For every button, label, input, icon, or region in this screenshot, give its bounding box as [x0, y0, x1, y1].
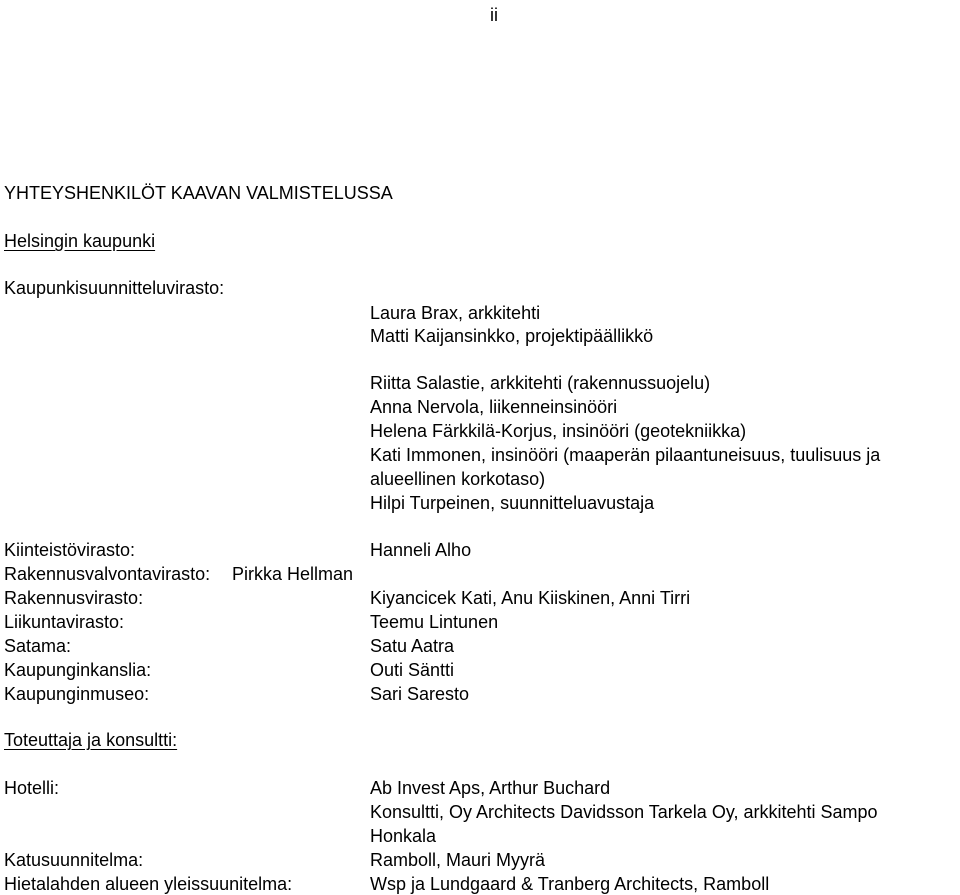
office-label: Kiinteistövirasto: — [4, 540, 136, 560]
office-label: Rakennusvalvontavirasto: — [4, 564, 211, 584]
office-contact: Kiyancicek Kati, Anu Kiiskinen, Anni Tirri — [370, 588, 691, 608]
contact-line: Riitta Salastie, arkkitehti (rakennussuojelu) — [370, 373, 711, 393]
office-contact: Pirkka Hellman — [232, 564, 354, 584]
master-plan-contact: Wsp ja Lundgaard & Tranberg Architects, Ramboll — [370, 874, 770, 894]
contact-line: Hilpi Turpeinen, suunnitteluavustaja — [370, 493, 655, 513]
label-hotel: Hotelli: — [4, 778, 60, 798]
office-contact: Satu Aatra — [370, 636, 455, 656]
contact-line: Matti Kaijansinkko, projektipäällikkö — [370, 326, 654, 346]
street-plan-contact: Ramboll, Mauri Myyrä — [370, 850, 546, 870]
office-label: Satama: — [4, 636, 72, 656]
contact-line: Laura Brax, arkkitehti — [370, 303, 541, 323]
office-label: Kaupunginkanslia: — [4, 660, 152, 680]
office-label: Liikuntavirasto: — [4, 612, 125, 632]
office-contact: Outi Säntti — [370, 660, 455, 680]
office-label: Rakennusvirasto: — [4, 588, 144, 608]
contact-line: Helena Färkkilä-Korjus, insinööri (geotekniikka) — [370, 421, 747, 441]
label-street-plan: Katusuunnitelma: — [4, 850, 144, 870]
section-heading-implementers: Toteuttaja ja konsultti: — [4, 730, 178, 750]
page-number: ii — [490, 5, 498, 25]
hotel-contact-line: Honkala — [370, 826, 437, 846]
hotel-contact-line: Ab Invest Aps, Arthur Buchard — [370, 778, 611, 798]
hotel-contact-line: Konsultti, Oy Architects Davidsson Tarkela Oy, arkkitehti Sampo — [370, 802, 878, 822]
office-contact: Hanneli Alho — [370, 540, 472, 560]
contact-line: Kati Immonen, insinööri (maaperän pilaantuneisuus, tuulisuus ja — [370, 445, 881, 465]
label-master-plan: Hietalahden alueen yleissuunitelma: — [4, 874, 293, 894]
office-contact: Sari Saresto — [370, 684, 470, 704]
label-planning-office: Kaupunkisuunnitteluvirasto: — [4, 278, 225, 298]
contact-line: Anna Nervola, liikenneinsinööri — [370, 397, 618, 417]
section-heading-helsinki: Helsingin kaupunki — [4, 231, 156, 251]
office-label: Kaupunginmuseo: — [4, 684, 150, 704]
office-contact: Teemu Lintunen — [370, 612, 499, 632]
page-title: YHTEYSHENKILÖT KAAVAN VALMISTELUSSA — [4, 183, 393, 203]
contact-line: alueellinen korkotaso) — [370, 469, 546, 489]
